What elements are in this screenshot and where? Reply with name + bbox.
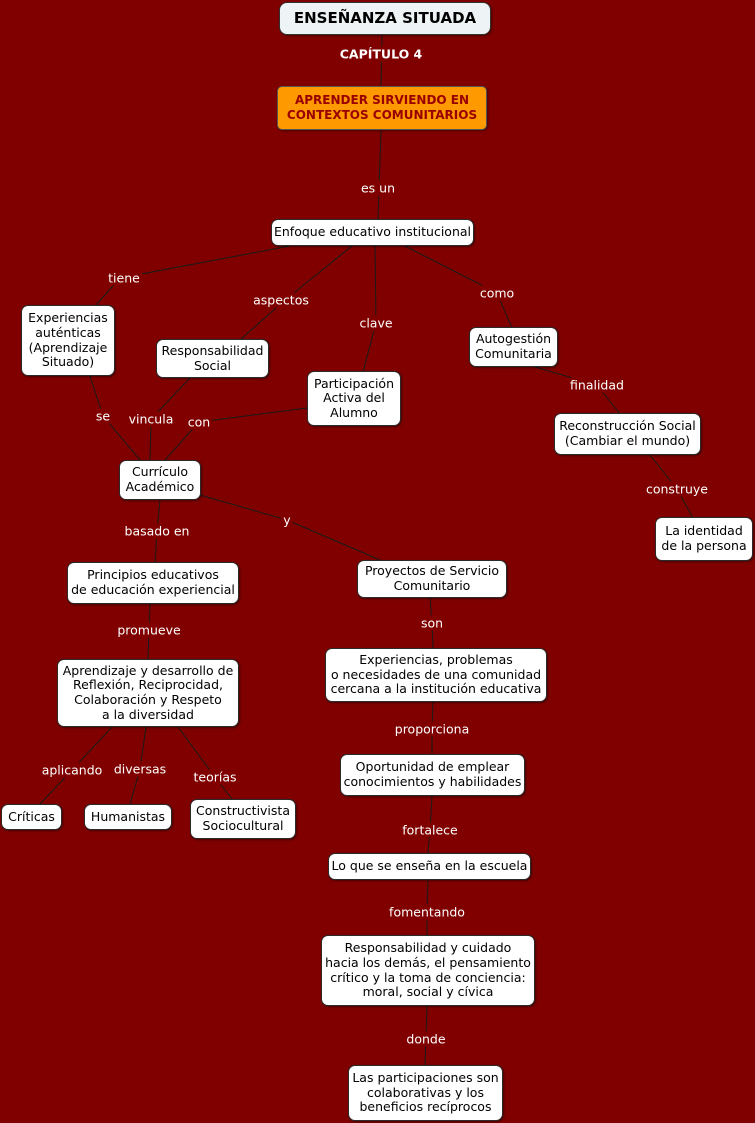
node-experiencias-problemas: Experiencias, problemas o necesidades de una comunidad cercana a la institución educativa (325, 648, 547, 702)
node-participacion: Participación Activa del Alumno (307, 371, 401, 426)
link-label-es-un: es un (360, 180, 396, 196)
link-label-tiene: tiene (108, 270, 140, 286)
node-autogestion: Autogestión Comunitaria (469, 327, 558, 367)
connector-line (199, 408, 307, 422)
link-label-fomentando: fomentando (389, 904, 465, 920)
node-principios: Principios educativos de educación experiencial (67, 562, 239, 604)
link-label-y: y (283, 512, 291, 528)
link-label-aspectos: aspectos (253, 292, 309, 308)
map-title: ENSEÑANZA SITUADA (279, 2, 491, 35)
node-proyectos: Proyectos de Servicio Comunitario (357, 560, 507, 598)
node-lo-que-se-ensena: Lo que se enseña en la escuela (328, 853, 531, 880)
node-enfoque: Enfoque educativo institucional (271, 219, 474, 246)
link-label-donde: donde (406, 1031, 446, 1047)
link-label-teorias: teorías (193, 769, 237, 785)
node-reconstruccion: Reconstrucción Social (Cambiar el mundo) (554, 413, 701, 455)
link-label-fortalece: fortalece (402, 822, 458, 838)
link-label-se: se (95, 408, 111, 424)
node-experiencias-autenticas: Experiencias auténticas (Aprendizaje Situado) (21, 305, 115, 376)
connector-line (200, 495, 287, 520)
link-label-clave: clave (359, 315, 393, 331)
node-responsabilidad-social: Responsabilidad Social (156, 339, 269, 378)
connector-line (375, 246, 376, 323)
connector-line (378, 130, 381, 219)
link-label-vincula: vincula (128, 411, 174, 427)
node-identidad: La identidad de la persona (655, 517, 753, 561)
connector-line (287, 520, 380, 560)
link-label-finalidad: finalidad (570, 377, 624, 393)
map-subtitle: CAPÍTULO 4 (339, 46, 423, 62)
node-responsabilidad-cuidado: Responsabilidad y cuidado hacia los demás, el pensamiento crítico y la toma de conciencia: moral, social y cívica (321, 935, 535, 1006)
node-curriculo: Currículo Académico (119, 460, 201, 500)
link-label-promueve: promueve (117, 622, 181, 638)
link-label-son: son (420, 615, 444, 631)
link-label-aplicando: aplicando (41, 762, 103, 778)
link-label-diversas: diversas (113, 761, 167, 777)
node-humanistas: Humanistas (84, 804, 172, 830)
connector-line (120, 246, 290, 278)
node-criticas: Críticas (1, 804, 62, 830)
node-oportunidad: Oportunidad de emplear conocimientos y habilidades (340, 754, 525, 796)
link-label-basado-en: basado en (124, 523, 190, 539)
node-aprendizaje: Aprendizaje y desarrollo de Reflexión, Reciprocidad, Colaboración y Respeto a la diversidad (57, 659, 239, 727)
link-label-construye: construye (645, 481, 709, 497)
link-label-como: como (479, 285, 515, 301)
node-constructivista: Constructivista Sociocultural (190, 799, 296, 839)
link-label-proporciona: proporciona (394, 721, 470, 737)
node-participaciones: Las participaciones son colaborativas y los beneficios recíprocos (348, 1065, 503, 1121)
link-label-con: con (187, 414, 211, 430)
central-concept: APRENDER SIRVIENDO EN CONTEXTOS COMUNITARIOS (277, 86, 487, 130)
